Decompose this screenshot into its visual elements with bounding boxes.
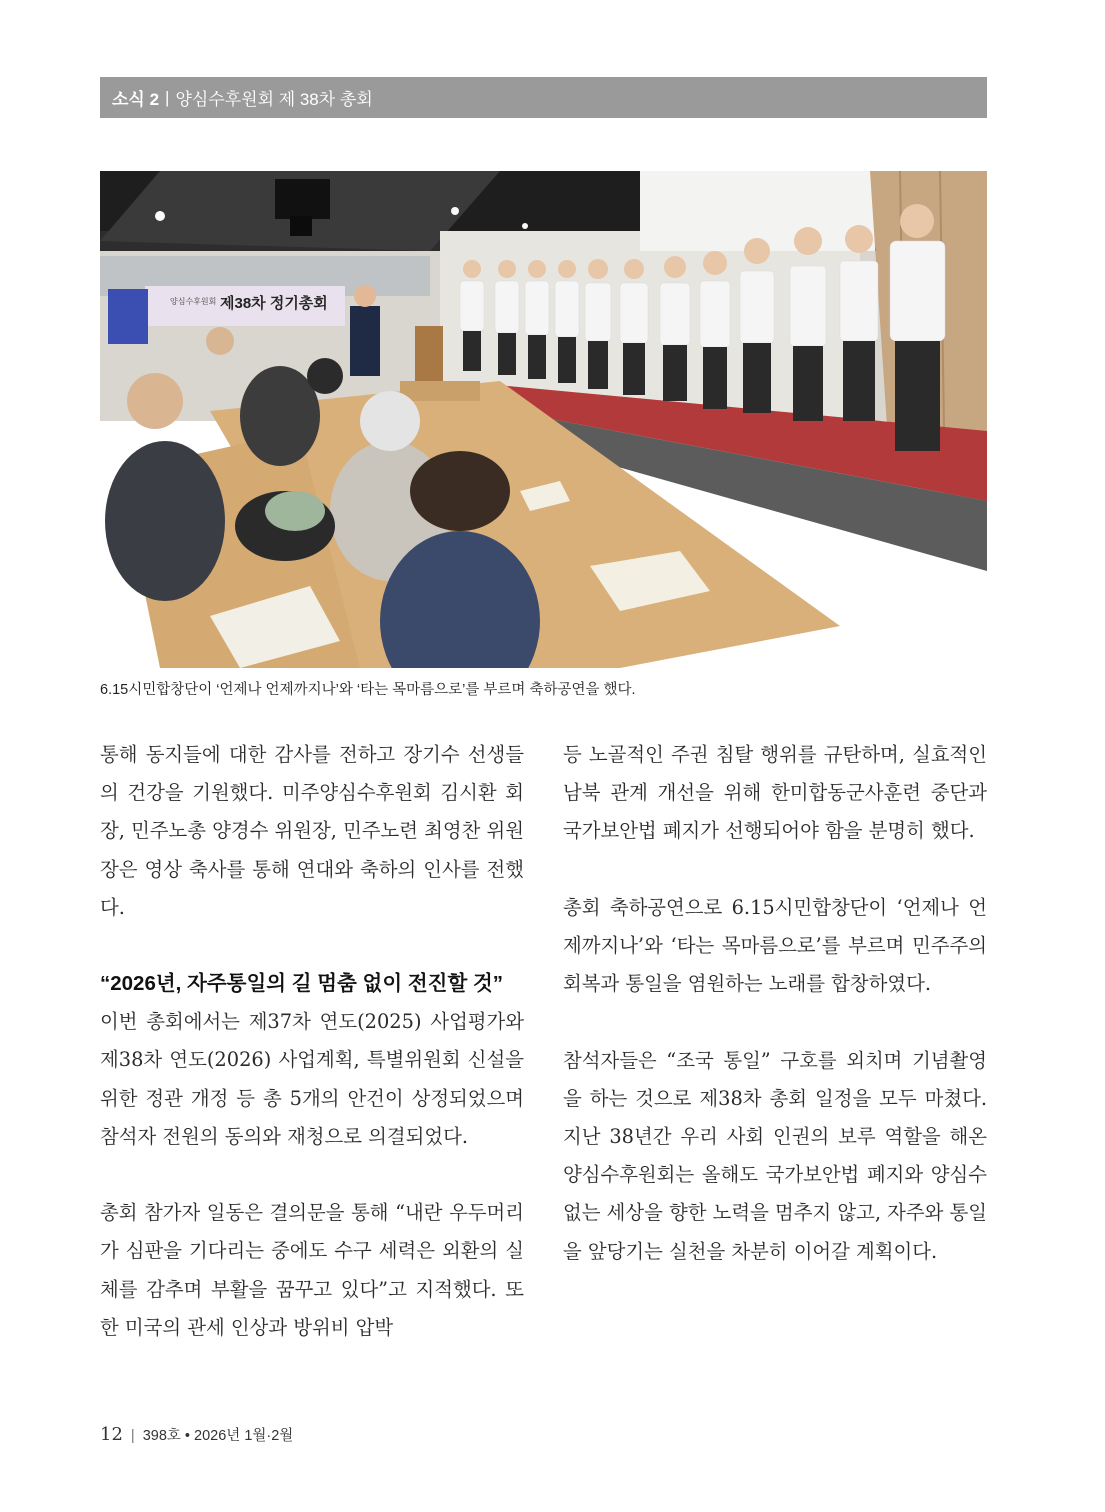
page-footer (100, 1424, 293, 1445)
event-photo (100, 171, 987, 668)
section-header-bar (100, 77, 987, 118)
paragraph: 통해 동지들에 대한 감사를 전하고 장기수 선생들의 건강을 기원했다. 미주양심수후원회 김시환 회장, 민주노총 양경수 위원장, 민주노련 최영찬 위원장은 영상 축사를 통해 연대와 축하의 인사를 전했다. (100, 743, 524, 919)
paragraph: 총회 축하공연으로 6.15시민합창단이 ‘언제나 언제까지나’와 ‘타는 목마름으로’를 부르며 민주주의 회복과 통일을 염원하는 노래를 합창하였다. (563, 895, 987, 996)
page-number: 12 (100, 1424, 123, 1445)
banner-subtext: 양심수후원회 (170, 297, 217, 306)
issue-info: 398호 • 2026년 1월·2월 (142, 1428, 294, 1444)
paragraph: 등 노골적인 주권 침탈 행위를 규탄하며, 실효적인 남북 관계 개선을 위해 한미합동군사훈련 중단과 국가보안법 폐지가 선행되어야 함을 분명히 했다. (563, 743, 987, 843)
paragraph: 총회 참가자 일동은 결의문을 통해 “내란 우두머리가 심판을 기다리는 중에도 수구 세력은 외환의 실체를 감추며 부활을 꿈꾸고 있다”고 지적했다. 또한 미국의 관세 인상과 방위비 압박 (100, 1201, 524, 1339)
photo-caption: 6.15시민합창단이 ‘언제나 언제까지나’와 ‘타는 목마름으로’를 부르며 축하공연을 했다. (100, 682, 636, 698)
article-left-column (100, 736, 524, 1347)
banner-text: 제38차 정기총회 (220, 295, 328, 312)
section-separator: | (165, 87, 170, 107)
paragraph: 참석자들은 “조국 통일” 구호를 외치며 기념촬영을 하는 것으로 제38차 총회 일정을 모두 마쳤다. 지난 38년간 우리 사회 인권의 보루 역할을 해온 양심수후원회는 올해도 국가보안법 폐지와 양심수 없는 세상을 향한 노력을 멈추지 않고, 자주와 통일을 앞당기는 실천을 차분히 이어갈 계획이다. (563, 1048, 987, 1263)
article-subheading: “2026년, 자주통일의 길 멈춤 없이 전진할 것” (100, 972, 504, 996)
section-label: 소식 2 (112, 90, 160, 109)
article-right-column (563, 736, 987, 1271)
section-title: 양심수후원회 제 38차 총회 (175, 90, 373, 109)
footer-separator: | (130, 1428, 135, 1444)
paragraph: 이번 총회에서는 제37차 연도(2025) 사업평가와 제38차 연도(2026) 사업계획, 특별위원회 신설을 위한 정관 개정 등 총 5개의 안건이 상정되었으며 참석자 전원의 동의와 재청으로 의결되었다. (100, 1010, 524, 1148)
